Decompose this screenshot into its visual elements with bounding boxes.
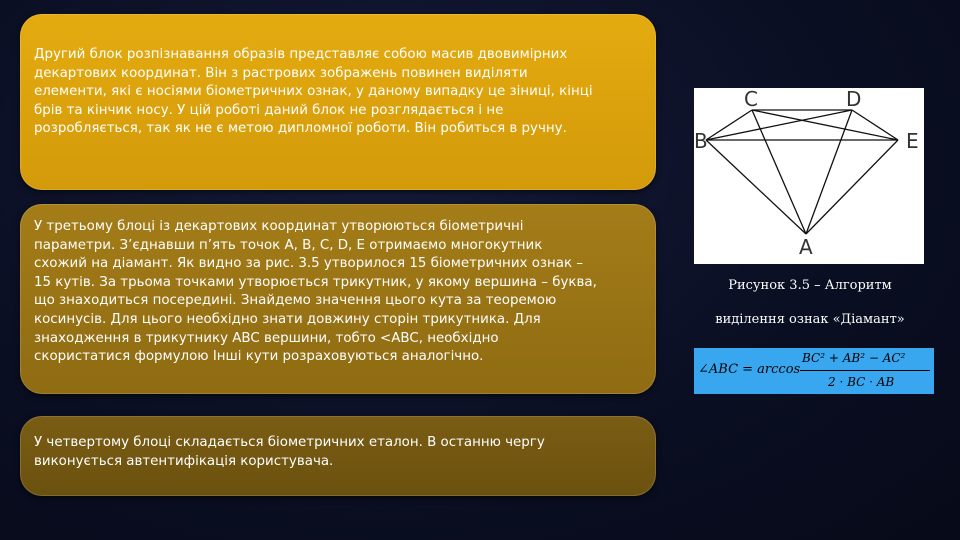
text-block-third: У третьому блоці із декартових координат утворюються біометричні параметри. З’єднавши п’ять точок A, B, C, D, E отримаємо многокутник схожий на діамант. Як видно за рис. 3.5 утворилося 15 біометричних ознак – 15 кутів. За трьома точками утворюється трикутник, у якому вершина – буква, що знаходиться посередині. Знайдемо значення цього кута за теоремою косинусів. Для цього необхідно знати довжину сторін трикутника. Для знаходження в трикутнику ABC вершини, тобто <ABC, необхідно скористатися формулою Інші кути розраховуються аналогічно. bbox=[20, 204, 656, 394]
edge-ba bbox=[706, 140, 806, 234]
label-d: D bbox=[846, 88, 862, 111]
edge-ea bbox=[806, 140, 898, 234]
diamond-svg bbox=[694, 88, 924, 264]
diamond-diagram bbox=[694, 88, 924, 264]
formula-denominator: 2 · BC · AB bbox=[828, 375, 895, 389]
label-c: C bbox=[744, 88, 758, 111]
formula-lhs: ∠ABC = arccos bbox=[698, 362, 801, 377]
fraction-bar bbox=[800, 370, 930, 371]
label-b: B bbox=[694, 129, 708, 153]
cosine-formula bbox=[694, 348, 934, 394]
figure-caption-line2: виділення ознак «Діамант» bbox=[715, 312, 905, 327]
formula-numerator: BC² + AB² − AC² bbox=[802, 351, 906, 365]
label-a: A bbox=[799, 235, 813, 259]
edge-ca bbox=[752, 110, 806, 234]
text-block-second: Другий блок розпізнавання образів представляє собою масив двовимірних декартових координат. Він з растрових зображень повинен виділяти елементи, які є носіями біометричних ознак, у даному випадку це зіниці, кінці брів та кінчик носу. У цій роботі даний блок не розглядається і не розробляється, так як не є метою дипломної роботи. Він робиться в ручну. bbox=[20, 14, 656, 190]
figure-caption-line1: Рисунок 3.5 – Алгоритм bbox=[728, 278, 892, 293]
text-block-fourth: У четвертому блоці складається біометричних еталон. В останню чергу виконується автентифікація користувача. bbox=[20, 416, 656, 496]
label-e: E bbox=[906, 129, 919, 153]
edge-da bbox=[806, 110, 852, 234]
